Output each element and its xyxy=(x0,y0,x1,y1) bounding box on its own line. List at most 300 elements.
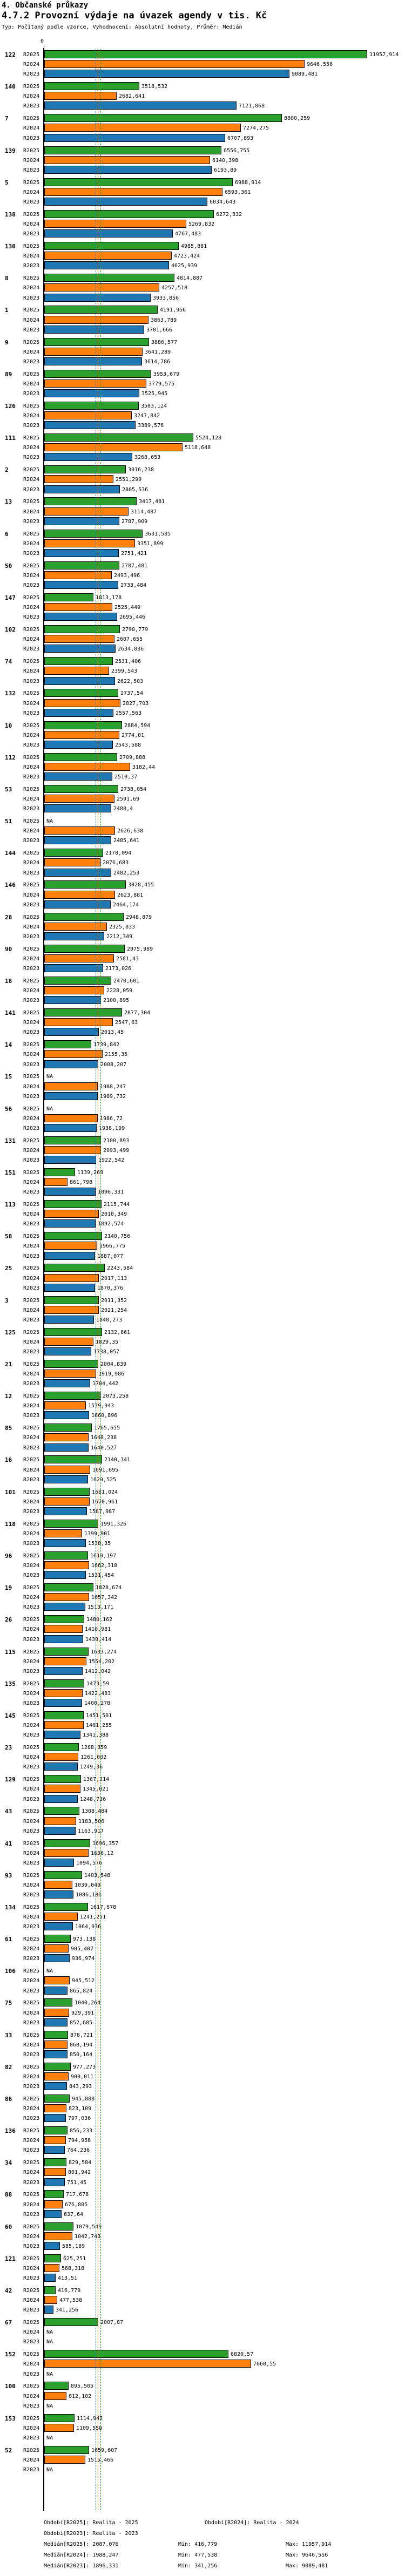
bar-group-90 xyxy=(0,945,405,973)
bar-r2025 xyxy=(44,2382,69,2390)
series-tick-label: R2025 xyxy=(23,882,40,889)
bar-row-r2025 xyxy=(0,1232,405,1240)
bar-value-label: 8800,259 xyxy=(284,116,310,122)
bar-r2024 xyxy=(44,635,114,643)
bar-r2023 xyxy=(44,1795,78,1803)
bar-value-label: 1991,326 xyxy=(100,1521,127,1527)
bar-value-label: 1531,454 xyxy=(88,1572,114,1579)
group-id-label: 147 xyxy=(5,594,16,601)
bar-r2025 xyxy=(44,1648,89,1656)
bar-value-label: 4257,518 xyxy=(161,285,188,292)
bar-row-r2023 xyxy=(0,1667,405,1676)
series-tick-label: R2025 xyxy=(23,116,40,122)
series-tick-label: R2023 xyxy=(23,1285,40,1291)
group-id-label: 18 xyxy=(5,977,12,985)
bar-value-label: 973,138 xyxy=(73,1936,96,1943)
bar-r2024 xyxy=(44,1689,83,1697)
series-tick-label: R2024 xyxy=(23,955,40,962)
bar-r2024 xyxy=(44,1657,86,1665)
bar-value-label: 3614,786 xyxy=(144,358,171,365)
bar-row-r2024 xyxy=(0,1561,405,1570)
bar-row-r2025 xyxy=(0,1520,405,1528)
bar-row-r2023 xyxy=(0,1156,405,1164)
bar-group-60 xyxy=(0,2222,405,2250)
series-tick-label: R2025 xyxy=(23,627,40,633)
bar-value-label: 2493,496 xyxy=(114,572,140,579)
bar-row-r2023 xyxy=(0,1219,405,1228)
bar-r2023 xyxy=(44,1890,73,1899)
bar-value-label: 1461,255 xyxy=(86,1722,112,1728)
series-tick-label: R2023 xyxy=(23,1445,40,1451)
bar-r2023 xyxy=(44,2082,67,2090)
bar-value-label: 2017,113 xyxy=(101,1275,127,1282)
bar-value-label: 2543,588 xyxy=(115,742,141,748)
bar-row-r2023 xyxy=(0,2465,405,2474)
series-tick-label: R2025 xyxy=(23,243,40,250)
group-id-label: 75 xyxy=(5,1999,12,2007)
series-tick-label: R2023 xyxy=(23,550,40,557)
bar-r2024 xyxy=(44,2232,72,2240)
bar-value-label: 2004,839 xyxy=(100,1361,127,1367)
series-tick-label: R2023 xyxy=(23,1796,40,1802)
bar-row-r2023 xyxy=(0,613,405,621)
series-tick-label: R2023 xyxy=(23,2147,40,2154)
group-id-label: 131 xyxy=(5,1137,16,1144)
bar-group-13 xyxy=(0,497,405,525)
bar-r2025 xyxy=(44,785,118,793)
group-id-label: 100 xyxy=(5,2383,16,2390)
series-tick-label: R2025 xyxy=(23,2224,40,2230)
series-tick-label: R2024 xyxy=(23,381,40,387)
bar-row-r2025 xyxy=(0,433,405,442)
bar-value-label: 2155,35 xyxy=(105,1052,128,1058)
page-title: 4. Občanské průkazy xyxy=(2,1,89,10)
bar-value-label: 878,721 xyxy=(70,2032,93,2038)
bar-r2023 xyxy=(44,101,237,110)
series-tick-label: R2024 xyxy=(23,892,40,898)
bar-value-label: 6593,361 xyxy=(225,189,251,195)
bar-row-r2025 xyxy=(0,1168,405,1177)
bar-group-101 xyxy=(0,1488,405,1516)
bar-value-label: 2482,253 xyxy=(113,870,140,876)
bar-value-label: 1345,021 xyxy=(83,1786,109,1793)
bar-r2025 xyxy=(44,593,93,601)
bar-r2024 xyxy=(44,1976,70,1984)
bar-row-r2025 xyxy=(0,1551,405,1560)
bar-row-r2025 xyxy=(0,146,405,155)
bar-row-r2025 xyxy=(0,2382,405,2390)
bar-r2023 xyxy=(44,134,225,142)
bar-row-r2025 xyxy=(0,1040,405,1049)
bar-row-r2025 xyxy=(0,2446,405,2455)
bar-group-34 xyxy=(0,2158,405,2186)
bar-value-label: 1451,501 xyxy=(86,1712,112,1719)
series-tick-label: R2025 xyxy=(23,531,40,537)
bar-group-74 xyxy=(0,657,405,685)
series-tick-label: R2023 xyxy=(23,167,40,173)
bar-group-18 xyxy=(0,977,405,1005)
bar-r2023 xyxy=(44,741,113,749)
bar-row-r2025 xyxy=(0,1008,405,1017)
bar-r2025 xyxy=(44,465,126,473)
bar-row-r2024 xyxy=(0,2264,405,2273)
series-tick-label: R2023 xyxy=(23,2467,40,2473)
bar-r2023 xyxy=(44,1443,89,1452)
bar-value-label: 1400,278 xyxy=(84,1700,111,1706)
bar-group-89 xyxy=(0,370,405,398)
bar-row-r2023 xyxy=(0,1379,405,1388)
bar-r2024 xyxy=(44,1881,72,1889)
bar-r2023 xyxy=(44,836,111,844)
series-tick-label: R2023 xyxy=(23,1093,40,1100)
bar-row-r2024 xyxy=(0,2296,405,2304)
bar-value-label: 9089,481 xyxy=(292,71,318,78)
series-tick-label: R2024 xyxy=(23,1658,40,1665)
bar-row-r2024 xyxy=(0,2168,405,2177)
group-id-label: 126 xyxy=(5,402,16,410)
bar-r2025 xyxy=(44,178,233,186)
series-tick-label: R2023 xyxy=(23,295,40,301)
bar-value-label: 1648,238 xyxy=(91,1435,117,1441)
bar-r2025 xyxy=(44,82,139,90)
bar-row-r2024 xyxy=(0,1018,405,1027)
bar-r2023 xyxy=(44,1603,85,1611)
bar-r2025 xyxy=(44,146,221,154)
bar-row-r2023 xyxy=(0,229,405,238)
na-label: NA xyxy=(46,2467,53,2473)
bar-value-label: 4814,887 xyxy=(177,275,203,282)
bar-r2023 xyxy=(44,1347,91,1355)
series-tick-label: R2025 xyxy=(23,562,40,569)
bar-row-r2023 xyxy=(0,2114,405,2123)
bar-group-26 xyxy=(0,1615,405,1643)
series-tick-label: R2024 xyxy=(23,1307,40,1313)
bar-group-15 xyxy=(0,1072,405,1100)
series-tick-label: R2024 xyxy=(23,2170,40,2176)
series-tick-label: R2023 xyxy=(23,2403,40,2409)
bar-row-r2023 xyxy=(0,166,405,174)
series-tick-label: R2024 xyxy=(23,1275,40,1282)
bar-value-label: 2100,895 xyxy=(103,998,130,1004)
series-tick-label: R2025 xyxy=(23,52,40,58)
series-tick-label: R2023 xyxy=(23,391,40,397)
bar-r2023 xyxy=(44,1539,86,1547)
group-id-label: 51 xyxy=(5,818,12,825)
bar-value-label: 1114,942 xyxy=(77,2415,103,2422)
bar-group-131 xyxy=(0,1136,405,1164)
bar-r2025 xyxy=(44,561,119,570)
bar-row-r2023 xyxy=(0,517,405,526)
series-tick-label: R2025 xyxy=(23,1233,40,1240)
series-tick-label: R2023 xyxy=(23,1221,40,1228)
bar-value-label: 2013,45 xyxy=(101,1029,124,1036)
bar-r2025 xyxy=(44,1871,82,1879)
bar-row-r2024 xyxy=(0,954,405,963)
bar-group-112 xyxy=(0,753,405,781)
bar-r2023 xyxy=(44,1219,96,1228)
series-tick-label: R2025 xyxy=(23,1649,40,1655)
series-tick-label: R2023 xyxy=(23,1636,40,1643)
bar-value-label: 1828,674 xyxy=(96,1585,122,1591)
bar-value-label: 2076,683 xyxy=(103,860,129,866)
bar-row-r2025 xyxy=(0,1423,405,1432)
series-tick-label: R2025 xyxy=(23,1840,40,1847)
bar-value-label: 2607,655 xyxy=(117,636,143,643)
series-tick-label: R2025 xyxy=(23,914,40,920)
bar-r2023 xyxy=(44,1252,95,1260)
series-tick-label: R2023 xyxy=(23,582,40,589)
series-tick-label: R2025 xyxy=(23,2032,40,2038)
series-tick-label: R2024 xyxy=(23,540,40,547)
series-tick-label: R2023 xyxy=(23,2243,40,2249)
bar-value-label: 2470,601 xyxy=(113,978,140,984)
bar-r2024 xyxy=(44,891,115,899)
bar-row-r2023 xyxy=(0,2402,405,2410)
bar-group-106 xyxy=(0,1967,405,1995)
bar-r2025 xyxy=(44,1743,79,1751)
series-tick-label: R2023 xyxy=(23,103,40,110)
series-tick-label: R2025 xyxy=(23,978,40,984)
series-tick-label: R2025 xyxy=(23,850,40,857)
bar-row-r2025 xyxy=(0,338,405,347)
bar-r2023 xyxy=(44,1475,88,1483)
bar-r2023 xyxy=(44,1571,86,1579)
bar-value-label: 4985,881 xyxy=(181,243,207,250)
group-id-label: 115 xyxy=(5,1648,16,1656)
bar-value-label: 1039,049 xyxy=(75,1882,101,1888)
bar-r2024 xyxy=(44,1944,69,1953)
series-tick-label: R2024 xyxy=(23,1499,40,1505)
series-tick-label: R2024 xyxy=(23,1563,40,1569)
bar-value-label: 1922,542 xyxy=(98,1157,125,1164)
bar-r2024 xyxy=(44,2009,69,2017)
bar-r2025 xyxy=(44,1520,98,1528)
group-id-label: 130 xyxy=(5,243,16,250)
bar-value-label: 1109,558 xyxy=(76,2425,103,2431)
bar-row-r2025 xyxy=(0,2350,405,2358)
bar-row-r2025 xyxy=(0,1903,405,1911)
series-tick-label: R2023 xyxy=(23,1029,40,1036)
bar-group-138 xyxy=(0,210,405,238)
bar-value-label: 6272,332 xyxy=(216,211,242,218)
series-tick-label: R2025 xyxy=(23,1297,40,1304)
bar-row-r2023 xyxy=(0,1252,405,1260)
bar-row-r2025 xyxy=(0,178,405,187)
bar-r2023 xyxy=(44,1699,82,1707)
bar-value-label: 3503,124 xyxy=(141,403,167,409)
bar-row-r2024 xyxy=(0,826,405,835)
bar-row-r2024 xyxy=(0,1497,405,1506)
bar-group-43 xyxy=(0,1807,405,1835)
bar-row-r2023 xyxy=(0,2433,405,2442)
axis-zero-label: 0 xyxy=(40,38,44,44)
bar-value-label: 1094,576 xyxy=(76,1860,103,1866)
bar-row-r2025 xyxy=(0,753,405,762)
bar-value-label: 1989,732 xyxy=(100,1093,126,1100)
group-id-label: 86 xyxy=(5,2095,12,2103)
bar-r2025 xyxy=(44,1583,93,1591)
bar-r2025 xyxy=(44,1488,90,1496)
group-id-label: 74 xyxy=(5,658,12,666)
bar-r2025 xyxy=(44,402,139,410)
bar-row-r2024 xyxy=(0,1146,405,1155)
bar-r2023 xyxy=(44,1987,68,1995)
bar-r2025 xyxy=(44,2126,68,2134)
bar-r2025 xyxy=(44,1008,122,1016)
bar-value-label: 764,236 xyxy=(67,2147,90,2154)
series-tick-label: R2025 xyxy=(23,1329,40,1336)
series-tick-label: R2023 xyxy=(23,1668,40,1675)
bar-row-r2023 xyxy=(0,421,405,430)
series-tick-label: R2025 xyxy=(23,2287,40,2294)
bar-row-r2024 xyxy=(0,1210,405,1218)
bar-value-label: 900,011 xyxy=(71,2073,94,2080)
bar-row-r2023 xyxy=(0,1443,405,1452)
bar-value-label: 3525,945 xyxy=(141,391,168,397)
bar-row-r2024 xyxy=(0,1306,405,1314)
series-tick-label: R2024 xyxy=(23,1786,40,1793)
bar-row-r2025 xyxy=(0,2286,405,2295)
series-tick-label: R2023 xyxy=(23,2179,40,2186)
bar-value-label: 1738,057 xyxy=(93,1349,120,1355)
bar-r2024 xyxy=(44,475,113,483)
series-tick-label: R2023 xyxy=(23,2084,40,2090)
bar-row-r2025 xyxy=(0,1583,405,1592)
bar-r2024 xyxy=(44,731,119,739)
bar-group-53 xyxy=(0,785,405,813)
series-tick-label: R2025 xyxy=(23,1936,40,1943)
group-id-label: 26 xyxy=(5,1616,12,1624)
bar-value-label: 1986,72 xyxy=(100,1115,123,1122)
bar-value-label: 2531,406 xyxy=(115,659,141,665)
bar-r2023 xyxy=(44,1507,87,1515)
bar-row-r2023 xyxy=(0,1827,405,1835)
group-id-label: 129 xyxy=(5,1776,16,1784)
bar-value-label: 829,584 xyxy=(69,2160,92,2166)
bar-row-r2025 xyxy=(0,465,405,474)
bar-row-r2024 xyxy=(0,475,405,484)
series-tick-label: R2023 xyxy=(23,1317,40,1323)
bar-value-label: 797,036 xyxy=(68,2116,91,2122)
bar-row-r2023 xyxy=(0,2210,405,2219)
series-tick-label: R2024 xyxy=(23,317,40,323)
bar-r2024 xyxy=(44,858,100,866)
series-tick-label: R2024 xyxy=(23,1115,40,1122)
bar-group-88 xyxy=(0,2190,405,2218)
bar-row-r2025 xyxy=(0,1935,405,1943)
bar-value-label: 477,538 xyxy=(59,2297,83,2304)
bar-value-label: 3863,789 xyxy=(151,317,177,323)
bar-row-r2024 xyxy=(0,2232,405,2241)
bar-r2023 xyxy=(44,389,139,397)
bar-row-r2024 xyxy=(0,1593,405,1602)
group-id-label: 5 xyxy=(5,179,9,186)
bar-value-label: 2021,254 xyxy=(101,1307,127,1313)
bar-row-r2024 xyxy=(0,986,405,995)
group-id-label: 41 xyxy=(5,1840,12,1847)
bar-value-label: 3933,856 xyxy=(153,295,179,301)
bar-group-56 xyxy=(0,1104,405,1133)
group-id-label: 113 xyxy=(5,1201,16,1209)
group-id-label: 136 xyxy=(5,2127,16,2135)
bar-value-label: 2488,4 xyxy=(113,806,133,812)
bar-value-label: 2510,37 xyxy=(114,774,138,781)
series-tick-label: R2024 xyxy=(23,2265,40,2272)
group-id-label: 151 xyxy=(5,1169,16,1176)
bar-r2023 xyxy=(44,549,119,557)
series-tick-label: R2024 xyxy=(23,1626,40,1633)
bar-value-label: 1636,12 xyxy=(91,1850,114,1856)
na-label: NA xyxy=(46,1106,53,1112)
bar-value-label: 860,194 xyxy=(70,2042,93,2048)
group-id-label: 82 xyxy=(5,2063,12,2071)
series-tick-label: R2025 xyxy=(23,1680,40,1687)
series-tick-label: R2023 xyxy=(23,135,40,141)
bar-group-21 xyxy=(0,1360,405,1388)
bar-value-label: 2547,63 xyxy=(115,1020,138,1026)
series-tick-label: R2024 xyxy=(23,189,40,195)
group-id-label: 19 xyxy=(5,1584,12,1592)
group-id-label: 145 xyxy=(5,1712,16,1719)
bar-value-label: 3028,455 xyxy=(128,882,154,889)
bar-group-93 xyxy=(0,1871,405,1899)
bar-group-5 xyxy=(0,178,405,206)
series-tick-label: R2024 xyxy=(23,2329,40,2336)
series-tick-label: R2023 xyxy=(23,1381,40,1387)
bar-row-r2023 xyxy=(0,1188,405,1196)
bar-group-9 xyxy=(0,338,405,366)
series-tick-label: R2023 xyxy=(23,933,40,940)
bar-r2025 xyxy=(44,1998,72,2006)
bar-row-r2023 xyxy=(0,1571,405,1580)
bar-r2024 xyxy=(44,1817,76,1825)
group-id-label: 93 xyxy=(5,1872,12,1879)
bar-r2025 xyxy=(44,1903,88,1911)
bar-value-label: 5269,832 xyxy=(188,221,215,227)
bar-row-r2023 xyxy=(0,709,405,717)
bar-value-label: 2877,304 xyxy=(124,1010,151,1016)
bar-row-r2023 xyxy=(0,198,405,206)
series-tick-label: R2024 xyxy=(23,2425,40,2431)
bar-r2024 xyxy=(44,2392,66,2400)
bar-value-label: 1765,655 xyxy=(94,1425,120,1432)
bar-value-label: 1633,274 xyxy=(91,1649,117,1655)
bar-group-19 xyxy=(0,1583,405,1611)
bar-row-r2024 xyxy=(0,1721,405,1730)
bar-row-r2024 xyxy=(0,763,405,771)
bar-value-label: 3779,575 xyxy=(148,381,175,387)
bar-row-r2025 xyxy=(0,1711,405,1720)
bar-r2024 xyxy=(44,252,172,260)
bar-value-label: 2173,026 xyxy=(105,966,132,972)
bar-r2023 xyxy=(44,198,207,206)
bar-value-label: 1249,36 xyxy=(80,1764,103,1771)
bar-r2024 xyxy=(44,283,159,292)
bar-r2023 xyxy=(44,2018,68,2026)
bar-r2024 xyxy=(44,2424,74,2432)
bar-row-r2023 xyxy=(0,677,405,686)
bar-value-label: 1241,251 xyxy=(80,1914,106,1921)
series-tick-label: R2024 xyxy=(23,1052,40,1058)
bar-row-r2023 xyxy=(0,1507,405,1516)
bar-value-label: 865,824 xyxy=(70,1988,93,1994)
series-tick-label: R2023 xyxy=(23,806,40,812)
bar-row-r2023 xyxy=(0,2146,405,2154)
series-tick-label: R2024 xyxy=(23,157,40,164)
group-id-label: 14 xyxy=(5,1041,12,1049)
bar-row-r2024 xyxy=(0,1817,405,1826)
bar-value-label: 3641,289 xyxy=(145,349,171,355)
